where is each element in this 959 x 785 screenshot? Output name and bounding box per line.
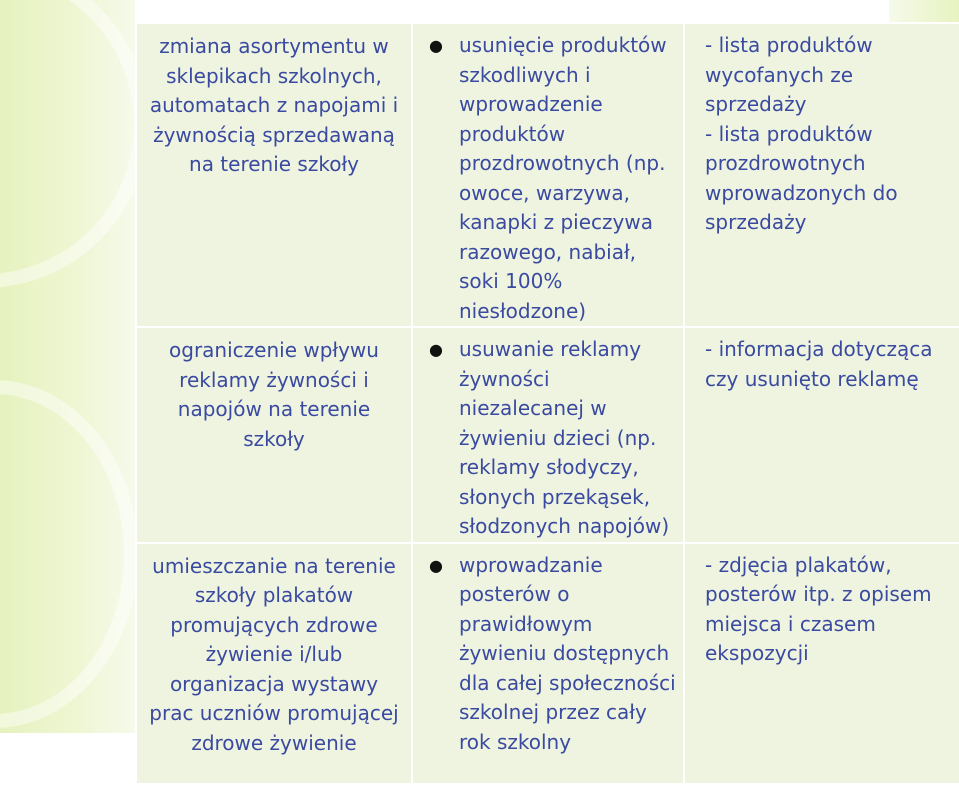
action-cell	[412, 23, 684, 327]
action-text: usunięcie produktów szkodliwych i wprowadzenie produktów prozdrowotnych (np. owoce, warzywa, kanapki z pieczywa razowego, nabiał, soki 100% niesłodzone)	[459, 33, 667, 323]
action-text: usuwanie reklamy żywności niezalecanej w żywieniu dzieci (np. reklamy słodyczy, słonych przekąsek, słodzonych napojów)	[459, 337, 670, 538]
evidence-cell	[684, 543, 959, 784]
bullet-icon: ●	[429, 36, 443, 55]
table-row	[136, 543, 959, 784]
action-list-item	[429, 551, 677, 758]
action-list	[429, 31, 677, 326]
goal-cell: zmiana asortymentu w sklepikach szkolnych, automatach z napojami i żywnością sprzedawaną na terenie szkoły	[136, 23, 412, 327]
goal-cell: ograniczenie wpływu reklamy żywności i napojów na terenie szkoły	[136, 327, 412, 543]
table-row	[136, 23, 959, 327]
content-table	[135, 22, 959, 785]
goal-cell: umieszczanie na terenie szkoły plakatów promujących zdrowe żywienie i/lub organizacja wystawy prac uczniów promującej zdrowe żywienie	[136, 543, 412, 784]
evidence-line: - lista produktów wycofanych ze sprzedaży	[705, 33, 873, 116]
action-list-item	[429, 31, 677, 326]
action-cell	[412, 543, 684, 784]
action-list	[429, 335, 677, 542]
evidence-line: - informacja dotycząca czy usunięto reklamę	[705, 337, 933, 391]
action-list	[429, 551, 677, 758]
table-row	[136, 327, 959, 543]
background-wave	[0, 0, 135, 288]
evidence-line: - zdjęcia plakatów, posterów itp. z opisem miejsca i czasem ekspozycji	[705, 552, 932, 665]
evidence-cell	[684, 23, 959, 327]
action-cell	[412, 327, 684, 543]
evidence-line: - lista produktów prozdrowotnych wprowadzonych do sprzedaży	[705, 121, 898, 234]
action-text: wprowadzanie posterów o prawidłowym żywieniu dostępnych dla całej społeczności szkolnej przez cały rok szkolny	[459, 552, 676, 754]
background-wave	[0, 380, 135, 728]
evidence-cell	[684, 327, 959, 543]
bullet-icon: ●	[429, 555, 443, 575]
background-left-decoration	[0, 0, 135, 733]
action-list-item	[429, 335, 677, 542]
bullet-icon: ●	[429, 340, 443, 359]
